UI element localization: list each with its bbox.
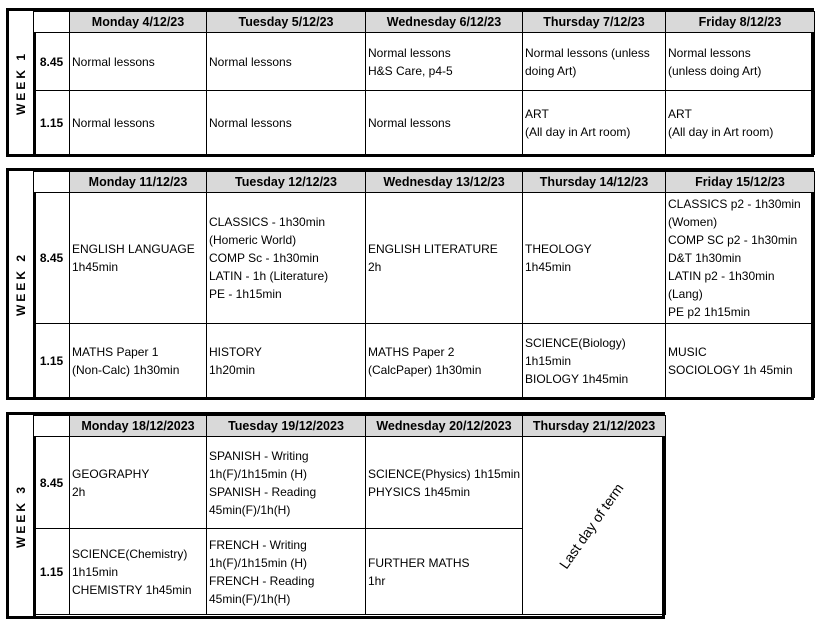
day-header: Thursday 14/12/23 bbox=[523, 172, 666, 193]
week-3-label: WEEK 3 bbox=[9, 415, 36, 616]
week-1-block bbox=[6, 8, 814, 157]
exam-cell: ART (All day in Art room) bbox=[523, 91, 666, 155]
week-2-label: WEEK 2 bbox=[9, 171, 36, 397]
exam-cell: SCIENCE(Chemistry) 1h15min CHEMISTRY 1h45min bbox=[70, 529, 207, 615]
exam-cell: Normal lessons bbox=[70, 33, 207, 91]
time-cell: 8.45 bbox=[34, 193, 70, 324]
exam-cell: Normal lessons bbox=[70, 91, 207, 155]
day-header: Friday 8/12/23 bbox=[666, 12, 815, 33]
exam-cell: FURTHER MATHS 1hr bbox=[366, 529, 523, 615]
exam-cell: ENGLISH LANGUAGE 1h45min bbox=[70, 193, 207, 324]
exam-cell: Normal lessons bbox=[207, 33, 366, 91]
week-1-label: WEEK 1 bbox=[9, 11, 36, 154]
day-header: Friday 15/12/23 bbox=[666, 172, 815, 193]
corner-cell bbox=[34, 12, 70, 33]
exam-cell: Normal lessons (unless doing Art) bbox=[666, 33, 815, 91]
week-3-block bbox=[6, 412, 665, 619]
week-2-block bbox=[6, 168, 814, 400]
time-cell: 1.15 bbox=[34, 324, 70, 398]
exam-cell: SCIENCE(Physics) 1h15min PHYSICS 1h45min bbox=[366, 437, 523, 529]
day-header: Tuesday 19/12/2023 bbox=[207, 416, 366, 437]
day-header: Monday 11/12/23 bbox=[70, 172, 207, 193]
corner-cell bbox=[34, 416, 70, 437]
day-header: Wednesday 13/12/23 bbox=[366, 172, 523, 193]
day-header: Thursday 7/12/23 bbox=[523, 12, 666, 33]
time-cell: 8.45 bbox=[34, 33, 70, 91]
time-cell: 1.15 bbox=[34, 529, 70, 615]
exam-cell: SPANISH - Writing 1h(F)/1h15min (H) SPANISH - Reading 45min(F)/1h(H) bbox=[207, 437, 366, 529]
last-day-cell bbox=[523, 437, 666, 615]
day-header: Wednesday 20/12/2023 bbox=[366, 416, 523, 437]
exam-cell: Normal lessons bbox=[366, 91, 523, 155]
exam-cell: ART (All day in Art room) bbox=[666, 91, 815, 155]
exam-cell: SCIENCE(Biology) 1h15min BIOLOGY 1h45min bbox=[523, 324, 666, 398]
week-2-table bbox=[33, 171, 815, 398]
day-header: Monday 4/12/23 bbox=[70, 12, 207, 33]
time-cell: 8.45 bbox=[34, 437, 70, 529]
exam-cell: FRENCH - Writing 1h(F)/1h15min (H) FRENCH - Reading 45min(F)/1h(H) bbox=[207, 529, 366, 615]
time-cell: 1.15 bbox=[34, 91, 70, 155]
exam-cell: GEOGRAPHY 2h bbox=[70, 437, 207, 529]
day-header: Wednesday 6/12/23 bbox=[366, 12, 523, 33]
exam-cell: MATHS Paper 1 (Non-Calc) 1h30min bbox=[70, 324, 207, 398]
exam-cell: MATHS Paper 2 (CalcPaper) 1h30min bbox=[366, 324, 523, 398]
last-day-note: Last day of term bbox=[555, 480, 627, 572]
exam-cell: CLASSICS p2 - 1h30min (Women) COMP SC p2 - 1h30min D&T 1h30min LATIN p2 - 1h30min (Lang) PE p2 1h15min bbox=[666, 193, 815, 324]
exam-cell: CLASSICS - 1h30min (Homeric World) COMP Sc - 1h30min LATIN - 1h (Literature) PE - 1h15min bbox=[207, 193, 366, 324]
exam-cell: Normal lessons bbox=[207, 91, 366, 155]
exam-cell: HISTORY 1h20min bbox=[207, 324, 366, 398]
exam-cell: THEOLOGY 1h45min bbox=[523, 193, 666, 324]
day-header: Thursday 21/12/2023 bbox=[523, 416, 666, 437]
exam-cell: MUSIC SOCIOLOGY 1h 45min bbox=[666, 324, 815, 398]
exam-cell: ENGLISH LITERATURE 2h bbox=[366, 193, 523, 324]
exam-cell: Normal lessons H&S Care, p4-5 bbox=[366, 33, 523, 91]
week-1-table bbox=[33, 11, 815, 155]
week-3-table bbox=[33, 415, 666, 615]
day-header: Tuesday 12/12/23 bbox=[207, 172, 366, 193]
day-header: Tuesday 5/12/23 bbox=[207, 12, 366, 33]
exam-cell: Normal lessons (unless doing Art) bbox=[523, 33, 666, 91]
day-header: Monday 18/12/2023 bbox=[70, 416, 207, 437]
corner-cell bbox=[34, 172, 70, 193]
